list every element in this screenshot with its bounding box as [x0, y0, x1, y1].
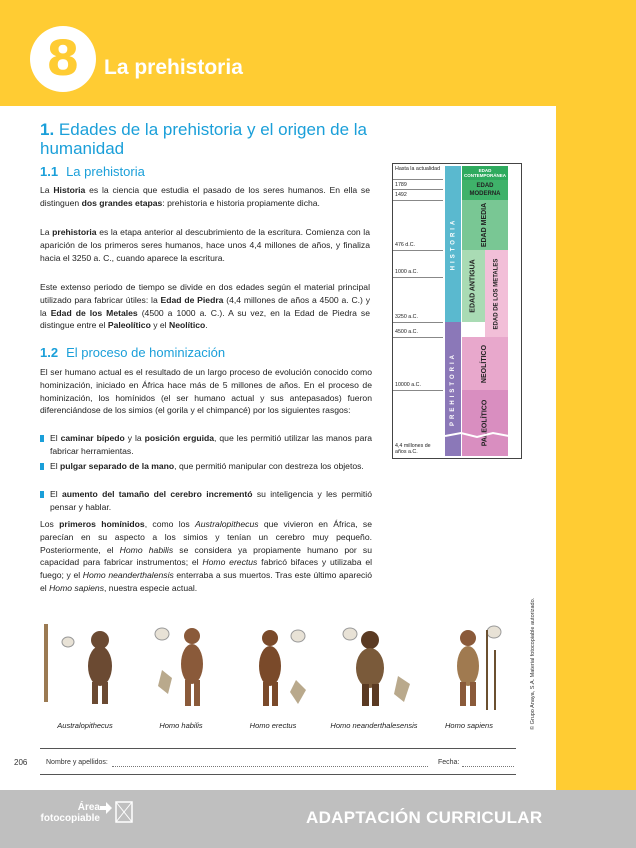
bullet-marker: [40, 491, 44, 498]
timeline-label: 1492: [395, 192, 407, 198]
timeline-label: 1000 a.C.: [395, 269, 418, 275]
side-strip: [556, 0, 636, 790]
footer-rule: [40, 774, 516, 775]
figure-caption: Homo erectus: [249, 721, 297, 730]
section-heading: 1. Edades de la prehistoria y el origen de la humanidad: [40, 120, 368, 158]
timeline-label: 4,4 millones de años a.C.: [395, 443, 431, 455]
prehistoria-band-label: PREHISTORIA: [450, 352, 456, 426]
bullet-item: El pulgar separado de la mano, que permitió manipular con destreza los objetos.: [40, 460, 372, 473]
timeline-diagram: [392, 163, 522, 459]
homo-sapiens-figure: [432, 620, 522, 710]
footer-rule: [40, 748, 516, 749]
date-field-label: Fecha:: [438, 759, 460, 766]
timeline-label: 1789: [395, 182, 407, 188]
figure-caption: Homo habilis: [159, 721, 203, 730]
australopithecus-figure: [38, 620, 128, 710]
segment-metales: EDAD DE LOS METALES: [485, 250, 508, 337]
segment-paleolitico: PALEOLÍTICO: [462, 390, 508, 456]
segment-neolitico: NEOLÍTICO: [462, 337, 508, 390]
timeline-label: 4500 a.C.: [395, 329, 418, 335]
photocopy-icon: [100, 800, 136, 826]
timeline-label: 476 d.C.: [395, 242, 416, 248]
segment-media: EDAD MEDIA: [462, 200, 508, 250]
paragraph-historia: La Historia es la ciencia que estudia el pasado de los seres humanos. En ella se distinguen dos grandes etapas: prehistoria e historia propiamente dicha.: [40, 185, 370, 208]
name-field-label: Nombre y apellidos:: [46, 759, 108, 766]
page-number: 206: [14, 758, 28, 767]
historia-band-label: HISTORIA: [450, 217, 456, 271]
timeline-label: 10000 a.C.: [395, 382, 421, 388]
bullet-marker: [40, 435, 44, 442]
name-field[interactable]: [112, 766, 428, 767]
segment-moderna: EDAD MODERNA: [462, 180, 508, 200]
bullet-marker: [40, 463, 44, 470]
figure-caption: Homo sapiens: [445, 721, 493, 730]
paragraph-periodos: Este extenso periodo de tiempo se divide en dos edades según el material principal utilizado para fabricar útiles: la Edad de Piedra (4,4 millones de años a 4500 a. C.) y la Edad de los Metales (4500 a 1000 a. C.). A su vez, en la Edad de Piedra se distingue entre el Paleolítico y el Neolítico.: [40, 282, 370, 331]
time-break-mark: [445, 430, 509, 440]
subsection-heading-2: 1.2 El proceso de hominización: [40, 345, 226, 360]
segment-antigua: EDAD ANTIGUA: [462, 250, 485, 322]
paragraph-hominidos: Los primeros homínidos, como los Australopithecus que vivieron en África, se parecían en su aspecto a los simios y tenían un cerebro muy pequeño. Posteriormente, el Homo habilis se considera ya propiamente humano por su capacidad para fabricar instrumentos; el Homo erectus fabricó bifaces y utilizaba el fuego; y el Homo neanderthalensis enterraba a sus muertos. Tras este último apareció el Homo sapiens, nuestra especie actual.: [40, 519, 373, 593]
homo-erectus-figure: [240, 620, 320, 710]
figure-caption: Australopithecus: [57, 721, 113, 730]
paragraph-prehistoria: La prehistoria es la etapa anterior al descubrimiento de la escritura. Comienza con la aparición de los primeros seres humanos, hace unos 4,4 millones de años, y finaliza hacia el 3250 a. C., cuando aparece la escritura.: [40, 227, 370, 263]
date-field[interactable]: [462, 766, 514, 767]
homo-habilis-figure: [146, 620, 226, 710]
curricular-adaptation-banner: ADAPTACIÓN CURRICULAR: [306, 808, 543, 827]
segment-contemporanea: EDAD CONTEMPORÁNEA: [463, 168, 506, 178]
copyright-note: © Grupo Anaya, S.A. Material fotocopiable autorizado.: [530, 597, 536, 730]
subsection-heading-1: 1.1 La prehistoria: [40, 164, 145, 179]
unit-number: 8: [30, 26, 96, 92]
unit-title: La prehistoria: [104, 56, 243, 79]
timeline-label: 3250 a.C.: [395, 314, 418, 320]
bullet-item: El caminar bípedo y la posición erguida, que les permitió utilizar las manos para fabricar herramientas.: [40, 432, 372, 458]
homo-neanderthalensis-figure: [332, 620, 422, 710]
photocopy-area-label: Área fotocopiable: [40, 802, 100, 824]
figure-caption: Homo neanderthalesensis: [330, 721, 418, 730]
bullet-item: El aumento del tamaño del cerebro incrementó su inteligencia y les permitió pensar y hablar.: [40, 488, 372, 514]
timeline-label: Hasta la actualidad: [395, 166, 441, 172]
paragraph-hominizacion: El ser humano actual es el resultado de un largo proceso de evolución conocido como hominización, iniciado en África hace más de 5 millones de años. En el proceso de hominización, los homínidos (el ser humano actual y sus antepasados) fueron diferenciándose de los simios (el gorila y el chimpancé) por los siguientes rasgos:: [40, 367, 372, 416]
